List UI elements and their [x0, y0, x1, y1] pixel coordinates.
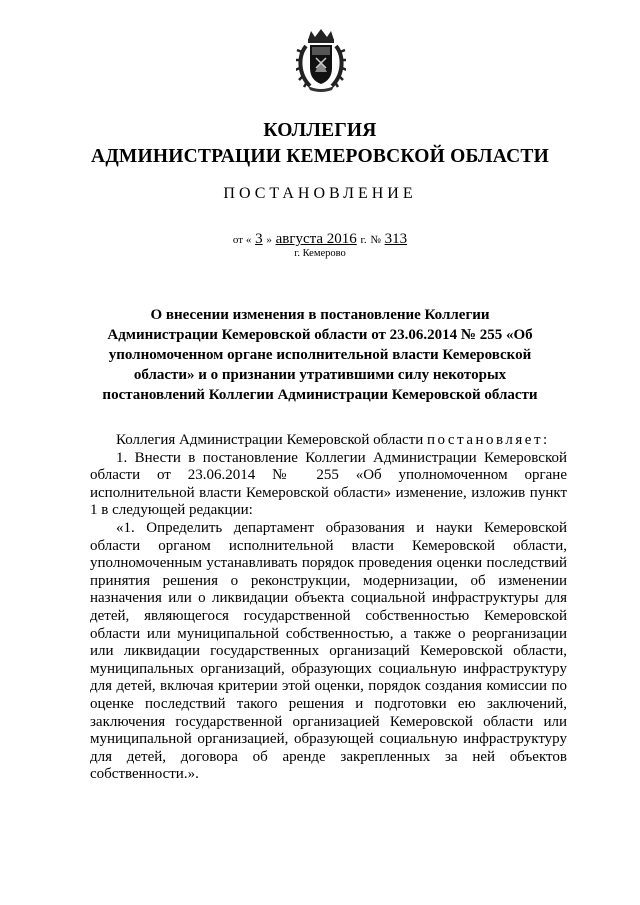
intro-text: Коллегия Администрации Кемеровской области [116, 432, 424, 448]
document-body [90, 432, 567, 784]
number-sign: № [370, 234, 381, 246]
org-name-line1: КОЛЛЕГИЯ [263, 120, 377, 141]
document-number: 313 [384, 231, 408, 247]
date-year-suffix: г. [360, 234, 367, 246]
document-type: ПОСТАНОВЛЕНИЕ [223, 185, 417, 202]
date-mid: » [266, 234, 272, 246]
resolves-word: постановляет: [427, 432, 550, 448]
org-name-line2: АДМИНИСТРАЦИИ КЕМЕРОВСКОЙ ОБЛАСТИ [91, 146, 549, 167]
paragraph-1: 1. Внести в постановление Коллегии Администрации Кемеровской области от 23.06.2014 № 255 «Об уполномоченном органе исполнительной власти Кемеровской области» изменение, изложив пункт 1 в следующей редакции: [90, 449, 567, 519]
intro-paragraph [90, 432, 567, 450]
date-line [0, 231, 640, 248]
date-prefix: от « [232, 234, 252, 246]
document-title: О внесении изменения в постановление Коллегии Администрации Кемеровской области от 23.06.2014 № 255 «Об уполномоченном органе исполнительной власти Кемеровской области» и о признании утратившими силу некоторых постановлений Коллегии Администрации Кемеровской области [102, 307, 538, 403]
city: г. Кемерово [294, 248, 346, 259]
date-day: 3 [255, 231, 263, 247]
coat-of-arms-emblem [296, 28, 346, 94]
date-month-year: августа 2016 [275, 231, 357, 247]
paragraph-2: «1. Определить департамент образования и науки Кемеровской области органом исполнительной власти Кемеровской области, уполномоченным устанавливать порядок проведения оценки последствий принятия решения о реконструкции, модернизации, об изменении назначения или о ликвидации объекта социальной инфраструктуры для детей, являющегося государственной собственностью Кемеровской области или муниципальной собственностью, а также о реорганизации или ликвидации государственных организаций Кемеровской области, муниципальных организаций, образующих социальную инфраструктуру для детей, включая критерии этой оценки, порядок создания комиссии по оценке последствий такого решения и подготовки ею заключений, заключения государственной организацией Кемеровской области или муниципальной организацией, образующей социальную инфраструктуру для детей, договора об аренде закрепленных за ней объектов собственности.». [90, 519, 567, 783]
